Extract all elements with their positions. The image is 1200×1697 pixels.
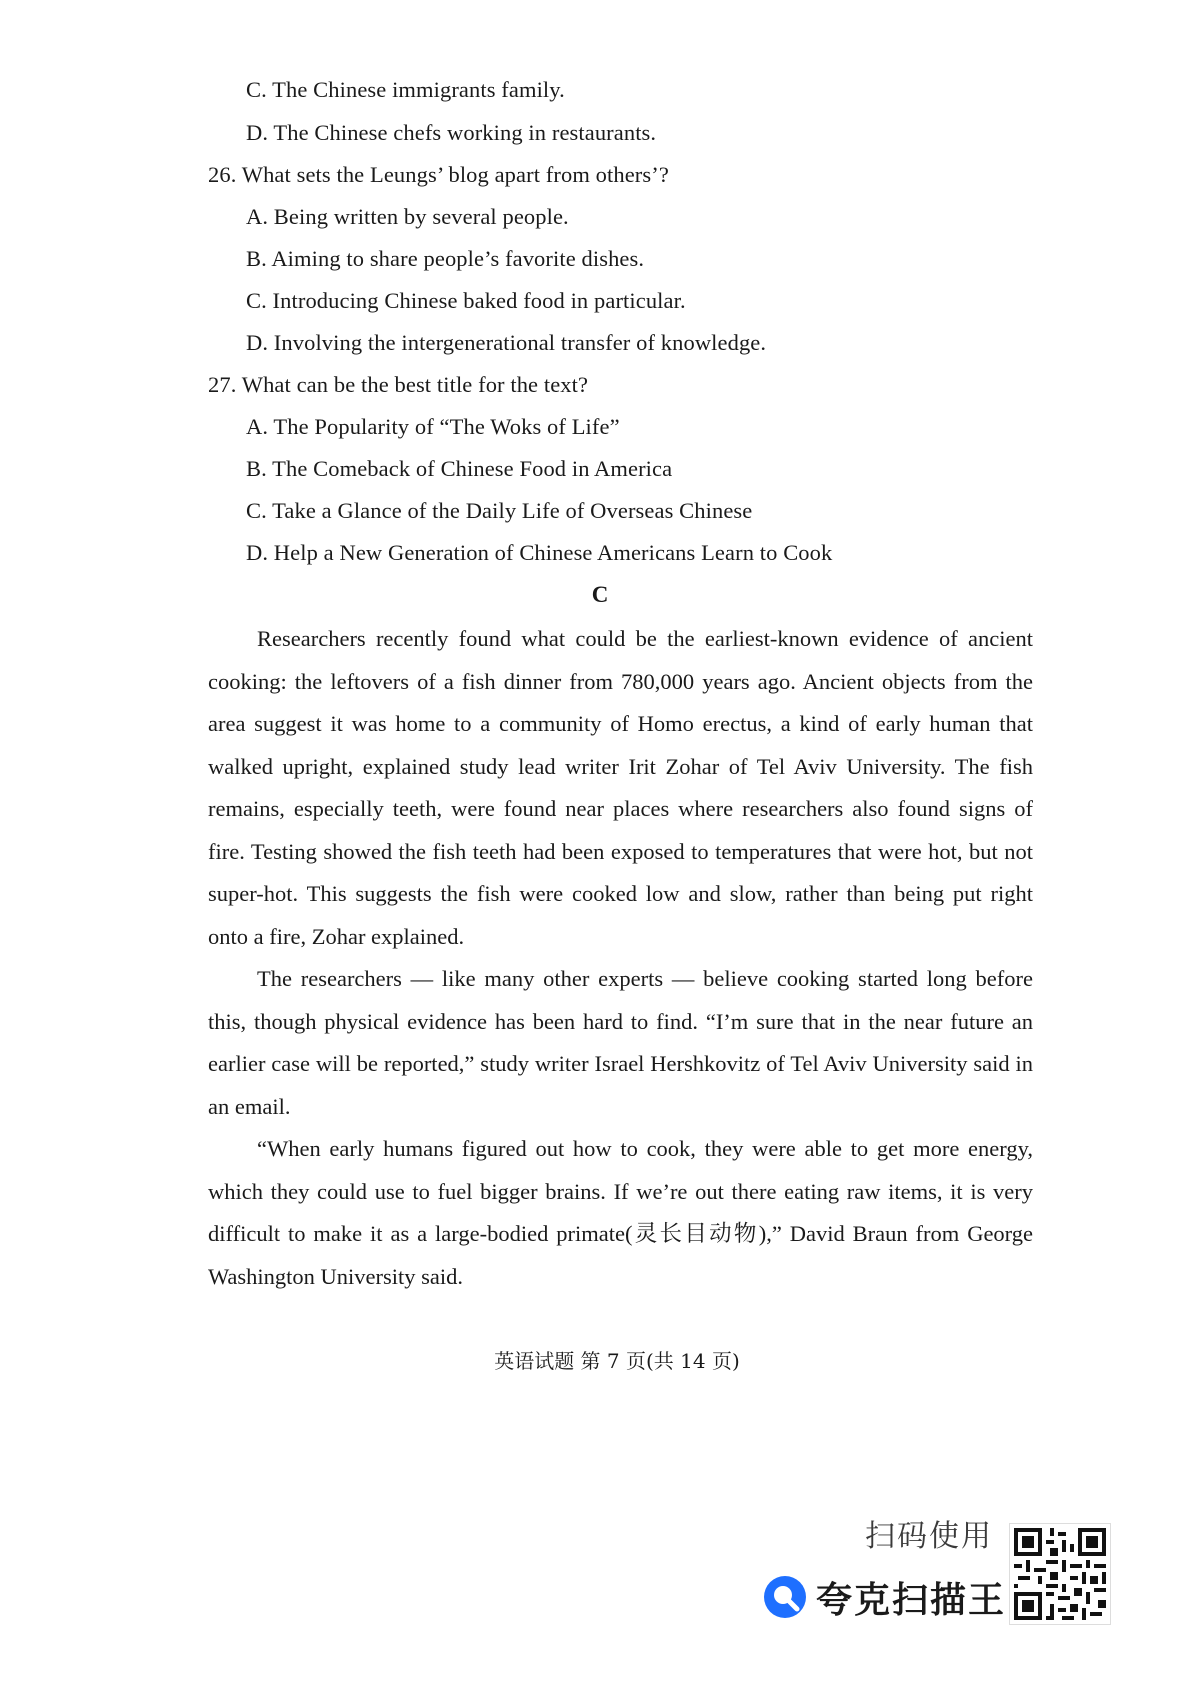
q27-option-c: C. Take a Glance of the Daily Life of Overseas Chinese bbox=[246, 498, 753, 523]
passage-paragraph: “When early humans figured out how to cook, they were able to get more energy, which they could use to fuel bigger brains. If we’re out there eating raw items, it is very difficult to make it as a large-bodied primate(灵长目动物),” David Braun from George Washington University said. bbox=[208, 1136, 1033, 1289]
qr-code-icon bbox=[1009, 1523, 1111, 1625]
q26-option-c: C. Introducing Chinese baked food in particular. bbox=[246, 288, 686, 313]
scanner-brand bbox=[762, 1572, 1006, 1622]
scan-to-use-label: 扫码使用 bbox=[865, 1519, 993, 1554]
q25-option-d: D. The Chinese chefs working in restaurants. bbox=[246, 120, 657, 145]
passage-paragraph: Researchers recently found what could be the earliest-known evidence of ancient cooking: the leftovers of a fish dinner from 780,000 years ago. Ancient objects from the area suggest it was home to a community of Homo erectus, a kind of early human that walked upright, explained study lead writer Irit Zohar of Tel Aviv University. The fish remains, especially teeth, were found near places where researchers also found signs of fire. Testing showed the fish teeth had been exposed to temperatures that were hot, but not super-hot. This suggests the fish were cooked low and slow, rather than being put right onto a fire, Zohar explained. bbox=[208, 626, 1033, 949]
q26-option-a: A. Being written by several people. bbox=[246, 204, 569, 229]
quark-logo-icon bbox=[762, 1574, 808, 1620]
brand-name: 夸克扫描王 bbox=[816, 1579, 1007, 1621]
q27-option-b: B. The Comeback of Chinese Food in America bbox=[246, 456, 673, 481]
page-footer: 英语试题 第 7 页(共 14 页) bbox=[494, 1349, 740, 1373]
q27-stem: 27. What can be the best title for the text? bbox=[208, 372, 589, 397]
q26-stem: 26. What sets the Leungs’ blog apart from others’? bbox=[208, 162, 669, 187]
q25-option-c: C. The Chinese immigrants family. bbox=[246, 77, 565, 102]
q27-option-d: D. Help a New Generation of Chinese Americans Learn to Cook bbox=[246, 540, 833, 565]
q26-option-d: D. Involving the intergenerational transfer of knowledge. bbox=[246, 330, 767, 355]
passage-paragraph: The researchers — like many other experts — believe cooking started long before this, though physical evidence has been hard to find. “I’m sure that in the near future an earlier case will be reported,” study writer Israel Hershkovitz of Tel Aviv University said in an email. bbox=[208, 966, 1033, 1119]
passage-c bbox=[208, 618, 1033, 1298]
q26-option-b: B. Aiming to share people’s favorite dishes. bbox=[246, 246, 645, 271]
q27-option-a: A. The Popularity of “The Woks of Life” bbox=[246, 414, 620, 439]
section-heading: C bbox=[591, 582, 609, 607]
